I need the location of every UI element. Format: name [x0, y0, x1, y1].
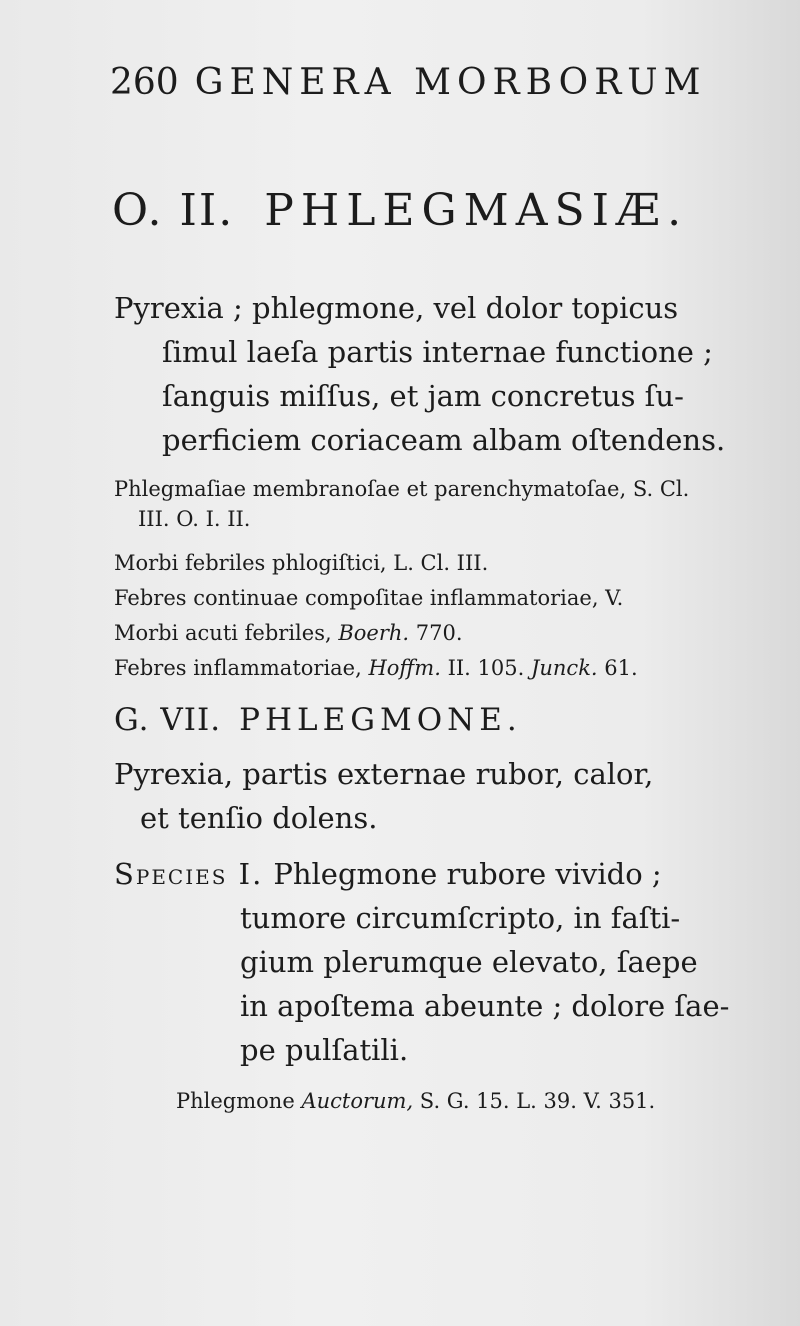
species-line: Species I. Phlegmone rubore vivido ;	[114, 857, 662, 891]
page-header	[110, 62, 707, 103]
synonym-line: III. O. I. II.	[138, 507, 251, 531]
order-number: O. II.	[112, 185, 235, 236]
synonym-line: Morbi acuti febriles, Boerh. 770.	[114, 621, 463, 645]
synonym-line: Phlegmaſiae membranoſae et parenchymatoſae, S. Cl.	[114, 477, 690, 501]
genus-definition-line: Pyrexia, partis externae rubor, calor,	[114, 757, 654, 791]
author-ref: Auctorum,	[301, 1089, 414, 1113]
genus-definition-line: et tenſio dolens.	[140, 801, 378, 835]
species-line: gium plerumque elevato, ſaepe	[240, 945, 698, 979]
order-name: PHLEGMASIÆ.	[264, 185, 689, 236]
species-line: tumore circumſcripto, in faſti-	[240, 901, 681, 935]
author-ref: Hoffm.	[368, 656, 441, 680]
order-heading	[112, 185, 688, 236]
running-title: GENERA MORBORUM	[194, 62, 707, 103]
page-number: 260	[110, 62, 179, 103]
synonym-line: Febres inflammatoriae, Hoffm. II. 105. Junck. 61.	[114, 656, 638, 680]
species-label: Species I.	[114, 857, 264, 891]
order-definition-line: Pyrexia ; phlegmone, vel dolor topicus	[114, 291, 679, 325]
species-synonym: Phlegmone Auctorum, S. G. 15. L. 39. V. 351.	[176, 1089, 656, 1113]
author-ref: Junck.	[530, 656, 598, 680]
order-definition-line: perficiem coriaceam albam oſtendens.	[162, 423, 726, 457]
species-line: in apoſtema abeunte ; dolore ſae-	[240, 989, 730, 1023]
genus-heading	[114, 702, 522, 738]
synonym-line: Febres continuae compoſitae inflammatoriae, V.	[114, 586, 624, 610]
order-definition-line: ſanguis miſſus, et jam concretus ſu-	[162, 379, 684, 413]
synonym-line: Morbi febriles phlogiſtici, L. Cl. III.	[114, 551, 489, 575]
author-ref: Boerh.	[338, 621, 410, 645]
species-line: pe pulſatili.	[240, 1033, 409, 1067]
genus-name: PHLEGMONE.	[239, 702, 522, 738]
genus-number: G. VII.	[114, 702, 222, 738]
order-definition-line: ſimul laeſa partis internae functione ;	[162, 335, 713, 369]
